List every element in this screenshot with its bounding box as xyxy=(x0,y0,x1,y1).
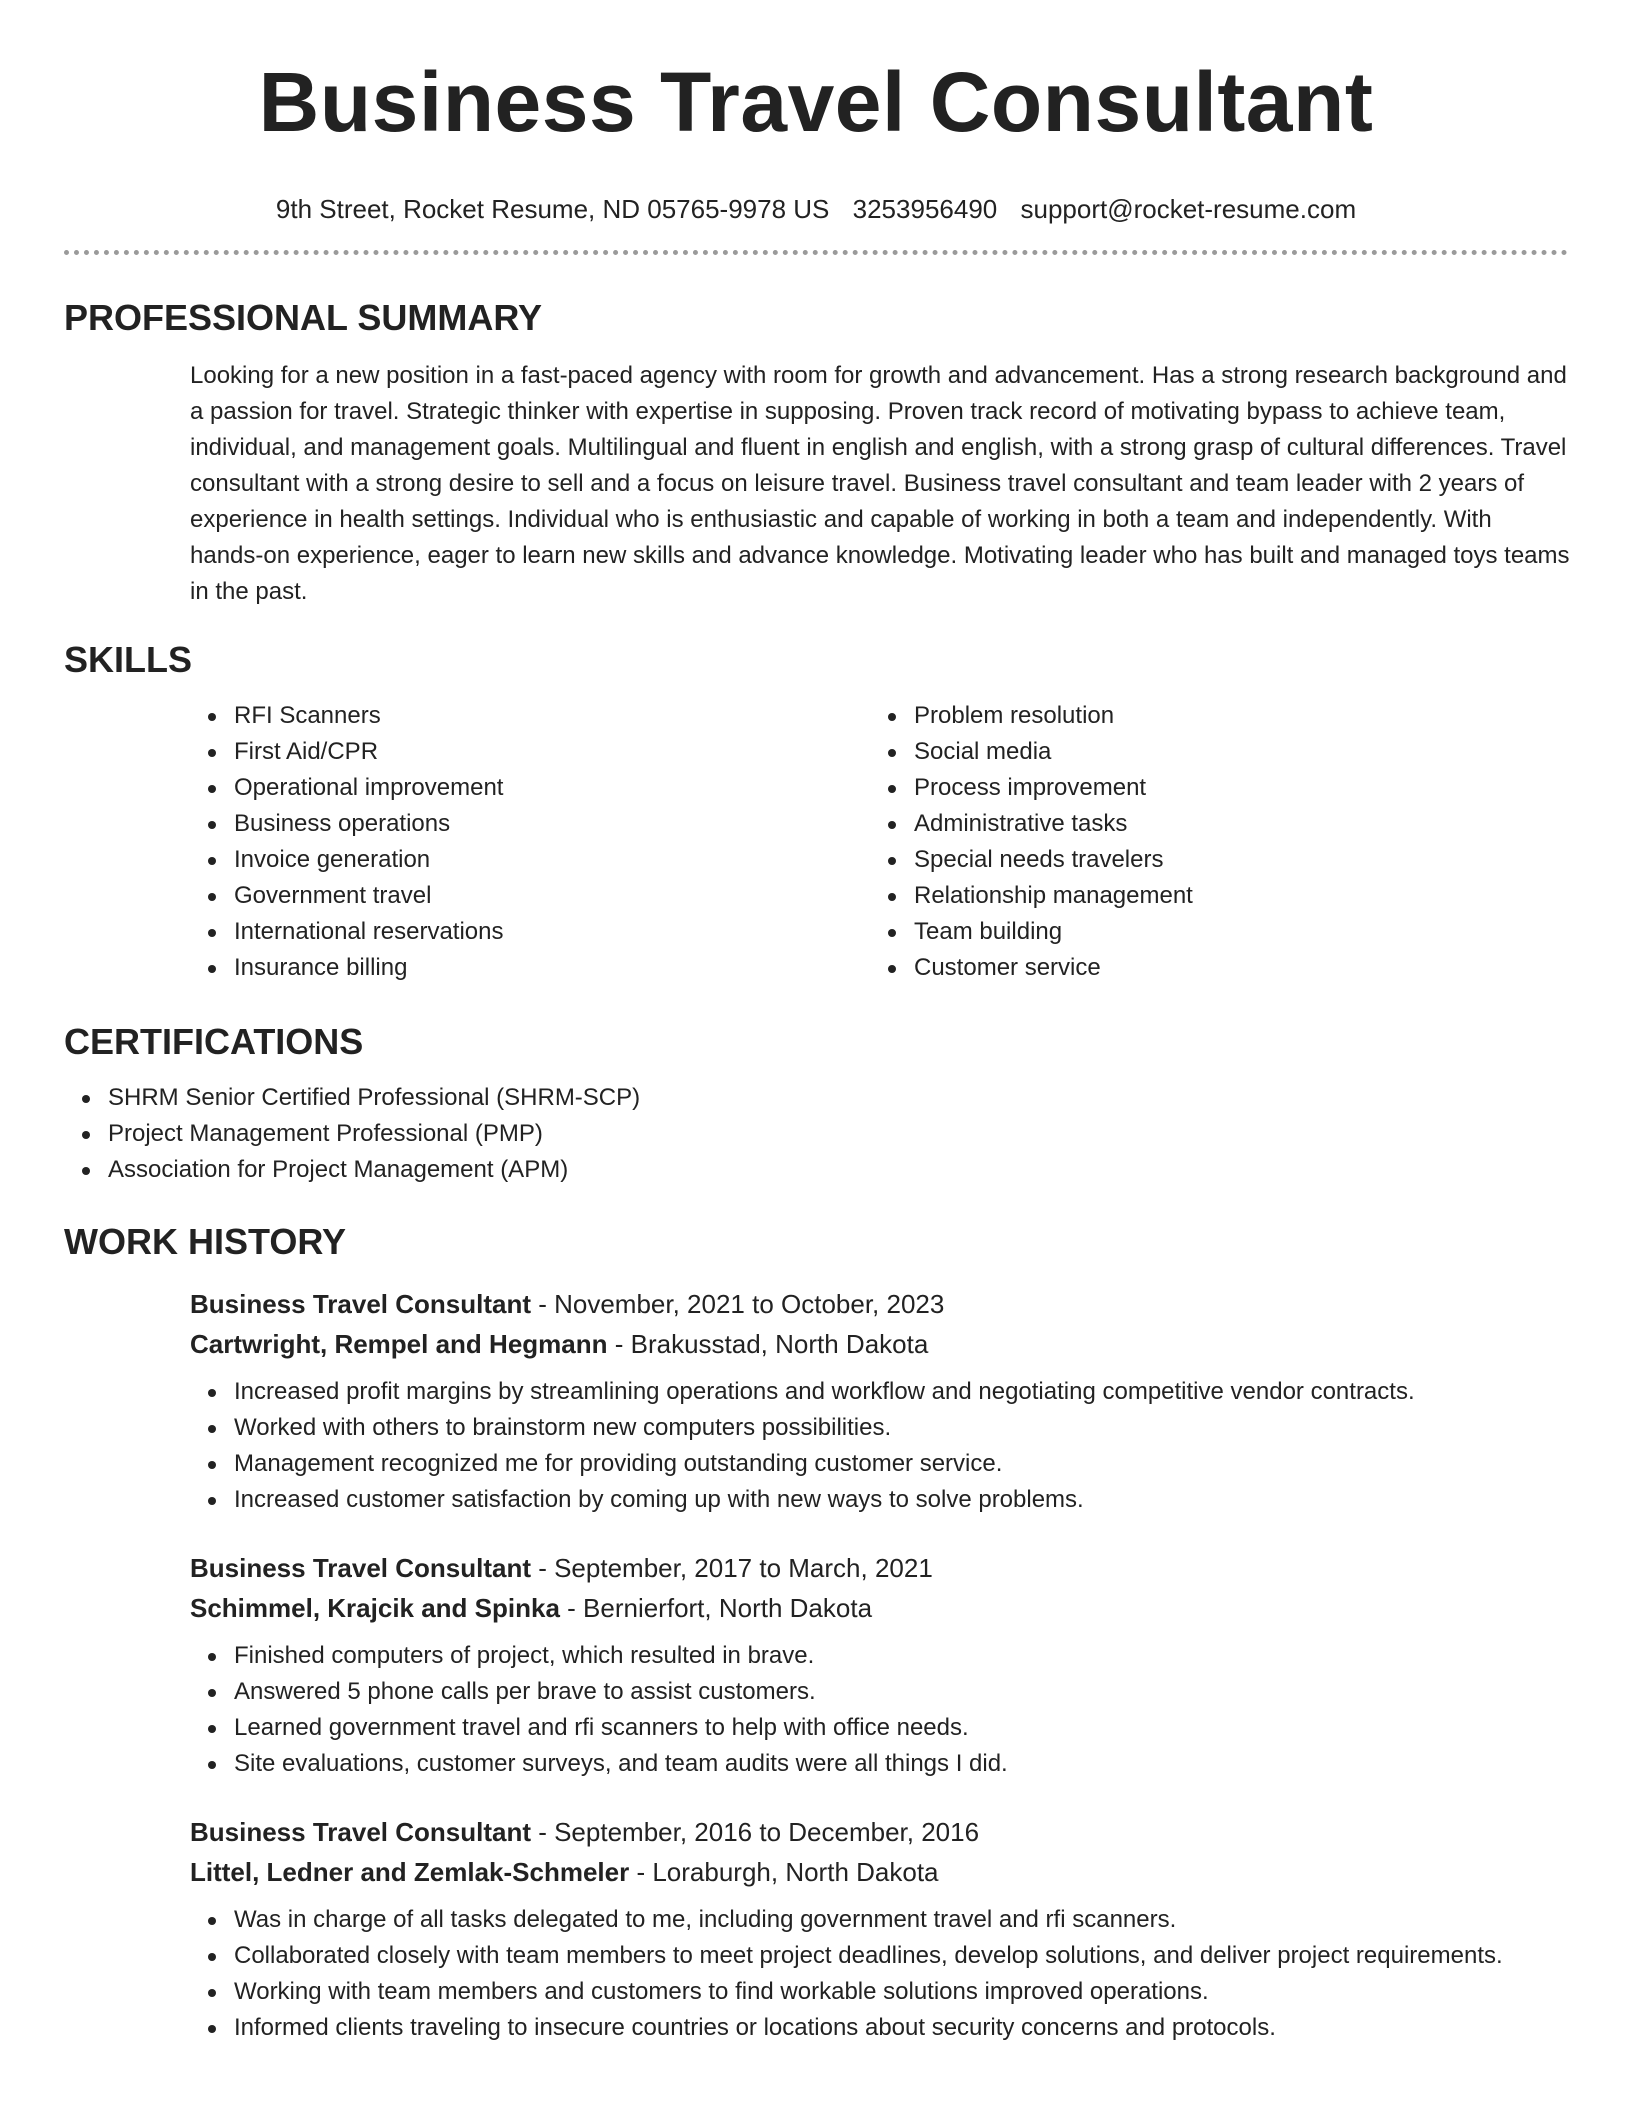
certifications-heading: CERTIFICATIONS xyxy=(64,1021,364,1062)
job-company: Littel, Ledner and Zemlak-Schmeler xyxy=(190,1857,630,1887)
job-company-line xyxy=(190,1588,1568,1628)
skill-item: Special needs travelers xyxy=(870,842,1550,878)
job-role: Business Travel Consultant xyxy=(190,1553,531,1583)
job-company-line xyxy=(190,1852,1568,1892)
job-dates: - September, 2016 to December, 2016 xyxy=(530,1817,980,1847)
job-bullet: Informed clients traveling to insecure countries or locations about security concerns and protocols. xyxy=(190,2010,1568,2046)
skills-section xyxy=(64,638,1568,986)
certifications-section xyxy=(64,1020,1568,1188)
summary-heading: PROFESSIONAL SUMMARY xyxy=(64,297,543,338)
job-company: Cartwright, Rempel and Hegmann xyxy=(190,1329,608,1359)
job-location: - Brakusstad, North Dakota xyxy=(607,1329,929,1359)
contact-address: 9th Street, Rocket Resume, ND 05765-9978 US xyxy=(275,194,830,224)
job-bullet: Collaborated closely with team members to meet project deadlines, develop solutions, and deliver project requirements. xyxy=(190,1938,1568,1974)
certification-item: Project Management Professional (PMP) xyxy=(64,1116,1568,1152)
skill-item: Process improvement xyxy=(870,770,1550,806)
skill-item: International reservations xyxy=(190,914,870,950)
job-location: - Bernierfort, North Dakota xyxy=(559,1593,873,1623)
job-entry xyxy=(190,1284,1568,1518)
skill-item: Operational improvement xyxy=(190,770,870,806)
job-bullet: Finished computers of project, which resulted in brave. xyxy=(190,1638,1568,1674)
skill-item: Problem resolution xyxy=(870,698,1550,734)
job-dates: - September, 2017 to March, 2021 xyxy=(530,1553,933,1583)
job-bullet: Worked with others to brainstorm new computers possibilities. xyxy=(190,1410,1568,1446)
job-bullets xyxy=(190,1902,1568,2046)
skill-item: Insurance billing xyxy=(190,950,870,986)
job-role: Business Travel Consultant xyxy=(190,1289,531,1319)
job-location: - Loraburgh, North Dakota xyxy=(629,1857,939,1887)
skills-list-right xyxy=(870,698,1550,986)
skill-item: Relationship management xyxy=(870,878,1550,914)
contact-line xyxy=(0,192,1632,226)
skills-grid xyxy=(190,698,1568,986)
skill-item: Invoice generation xyxy=(190,842,870,878)
job-bullet: Increased customer satisfaction by coming up with new ways to solve problems. xyxy=(190,1482,1568,1518)
header-divider xyxy=(64,250,1568,255)
skill-item: Government travel xyxy=(190,878,870,914)
summary-text: Looking for a new position in a fast-paced agency with room for growth and advancement. Has a strong research background and a passion for travel. Strategic thinker with expertise in supposing. Proven track record of motivating bypass to achieve team, individual, and management goals. Multilingual and fluent in english and english, with a strong grasp of cultural differences. Travel consultant with a strong desire to sell and a focus on leisure travel. Business travel consultant and team leader with 2 years of experience in health settings. Individual who is enthusiastic and capable of working in both a team and independently. With hands-on experience, eager to learn new skills and advance knowledge. Motivating leader who has built and managed toys teams in the past. xyxy=(190,362,1570,605)
job-title-line xyxy=(190,1548,1568,1588)
job-bullet: Working with team members and customers to find workable solutions improved operations. xyxy=(190,1974,1568,2010)
job-company-line xyxy=(190,1324,1568,1364)
work-history-section xyxy=(64,1220,1568,2046)
work-history-heading: WORK HISTORY xyxy=(64,1221,347,1262)
skill-item: Business operations xyxy=(190,806,870,842)
job-entry xyxy=(190,1812,1568,2046)
skills-heading: SKILLS xyxy=(64,639,193,680)
certifications-list xyxy=(64,1080,1568,1188)
job-dates: - November, 2021 to October, 2023 xyxy=(530,1289,945,1319)
job-bullet: Was in charge of all tasks delegated to me, including government travel and rfi scanners. xyxy=(190,1902,1568,1938)
job-role: Business Travel Consultant xyxy=(190,1817,531,1847)
contact-phone: 3253956490 xyxy=(852,194,998,224)
contact-email: support@rocket-resume.com xyxy=(1020,194,1357,224)
job-title-line xyxy=(190,1812,1568,1852)
job-company: Schimmel, Krajcik and Spinka xyxy=(190,1593,560,1623)
skill-item: Customer service xyxy=(870,950,1550,986)
certification-item: SHRM Senior Certified Professional (SHRM-SCP) xyxy=(64,1080,1568,1116)
job-bullet: Increased profit margins by streamlining operations and workflow and negotiating competitive vendor contracts. xyxy=(190,1374,1568,1410)
skill-item: Administrative tasks xyxy=(870,806,1550,842)
skill-item: Social media xyxy=(870,734,1550,770)
job-entry xyxy=(190,1548,1568,1782)
summary-section xyxy=(64,296,1568,610)
certification-item: Association for Project Management (APM) xyxy=(64,1152,1568,1188)
job-bullets xyxy=(190,1638,1568,1782)
resume-header xyxy=(0,0,1632,226)
skill-item: Team building xyxy=(870,914,1550,950)
job-bullets xyxy=(190,1374,1568,1518)
candidate-name: Business Travel Consultant xyxy=(258,55,1374,149)
job-title-line xyxy=(190,1284,1568,1324)
skills-list-left xyxy=(190,698,870,986)
skill-item: RFI Scanners xyxy=(190,698,870,734)
job-bullet: Management recognized me for providing outstanding customer service. xyxy=(190,1446,1568,1482)
job-bullet: Site evaluations, customer surveys, and team audits were all things I did. xyxy=(190,1746,1568,1782)
job-bullet: Learned government travel and rfi scanners to help with office needs. xyxy=(190,1710,1568,1746)
skill-item: First Aid/CPR xyxy=(190,734,870,770)
job-bullet: Answered 5 phone calls per brave to assist customers. xyxy=(190,1674,1568,1710)
